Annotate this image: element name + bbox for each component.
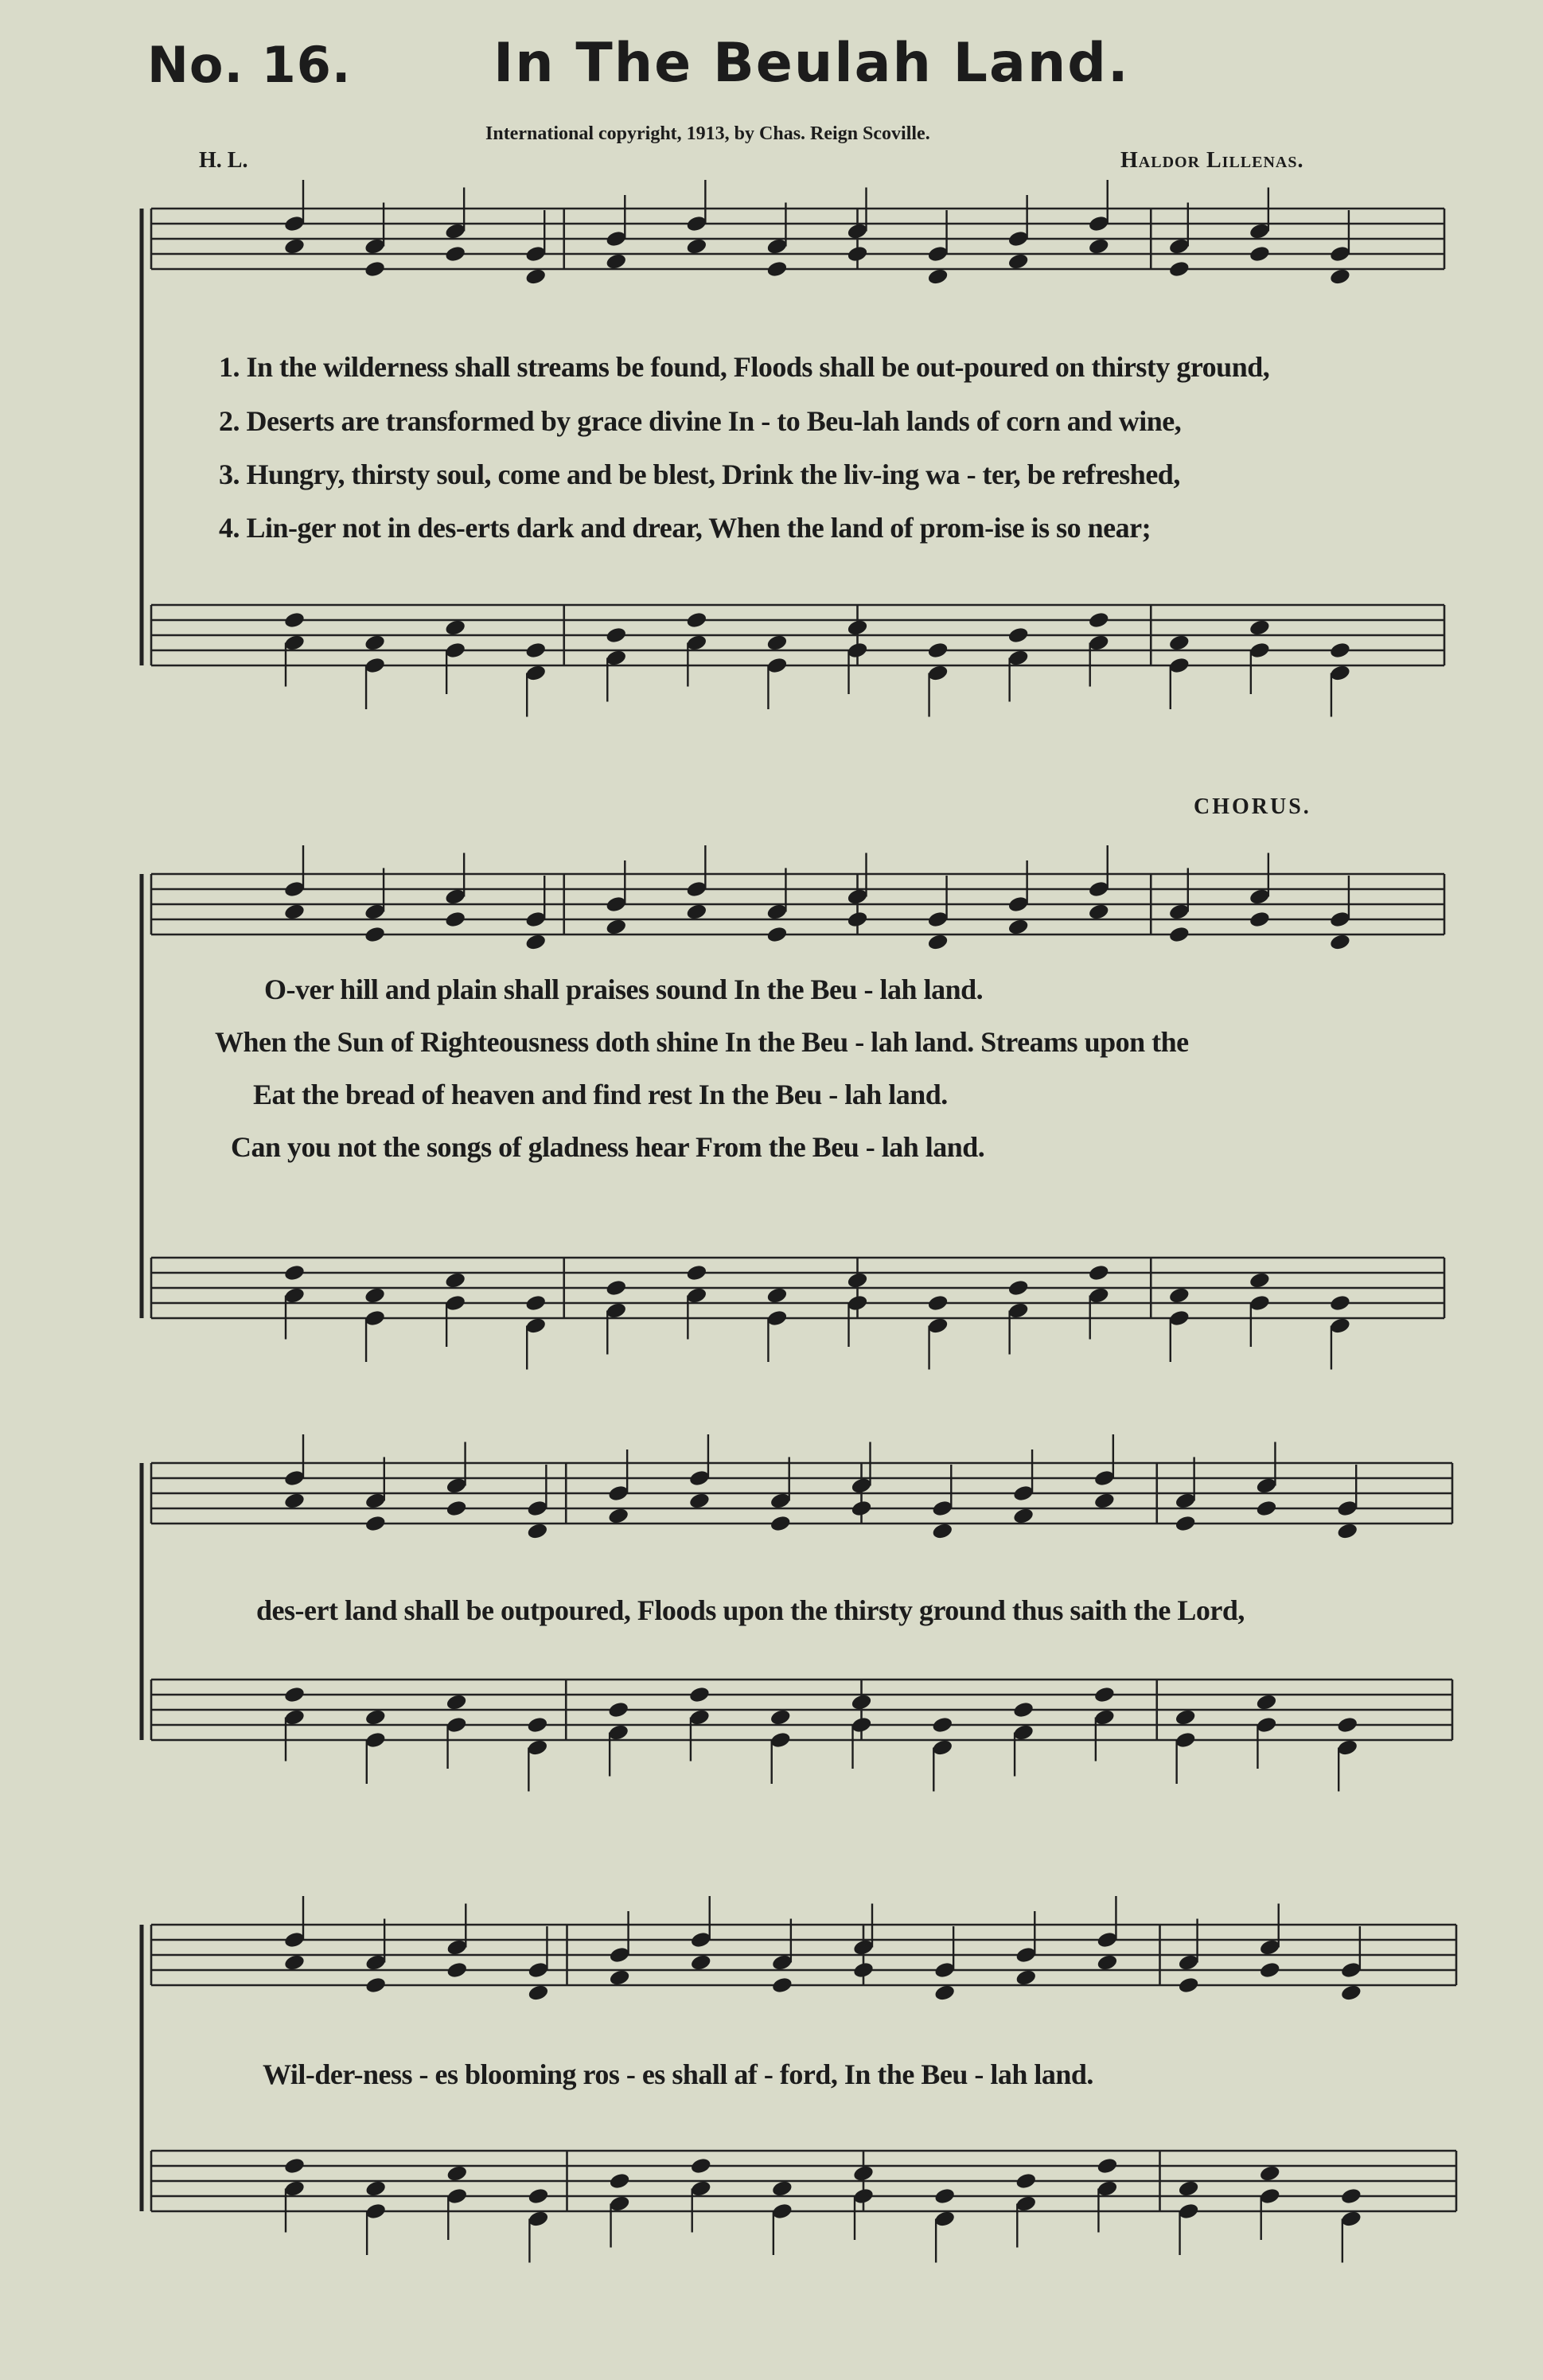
note-head [444,910,466,928]
note-head [1007,1278,1030,1297]
note-head [524,1293,547,1312]
note-head [770,1514,792,1532]
note-head [1007,252,1030,271]
note-head [766,1286,788,1305]
lyricist-initials: H. L. [199,148,248,173]
note-head [1329,1293,1351,1312]
note-head [283,1263,306,1282]
note-head [846,618,868,637]
note-head [690,1953,712,1972]
note-head [283,903,306,921]
note-head [1012,1700,1035,1719]
note-head [766,925,788,943]
note-head [364,925,386,943]
note-head [1329,641,1351,659]
note-head [1168,925,1190,943]
verse-4-line: 4. Lin-ger not in des-erts dark and drear, When the land of prom-ise is so near; [219,512,1151,544]
note-head [605,626,627,644]
note-head [931,1522,953,1540]
note-head [933,2187,956,2205]
note-head [1096,2156,1118,2175]
note-head [770,1708,792,1726]
system2-verse-2-line: When the Sun of Righteousness doth shine In the Beu - lah land. Streams upon the [215,1026,1189,1058]
note-head [1007,626,1030,644]
note-head [283,1685,306,1703]
note-head [609,2171,631,2190]
note-head [690,2156,712,2175]
note-head [685,1263,707,1282]
note-head [283,2156,306,2175]
note-head [283,1953,306,1972]
note-head [846,910,868,928]
note-head [364,2179,387,2198]
note-head [1340,1984,1362,2002]
note-head [1178,1976,1200,1994]
note-head [846,244,868,263]
note-head [771,1976,793,1994]
note-head [1336,1522,1358,1540]
note-head [605,918,627,936]
verse-2-line: 2. Deserts are transformed by grace divine In - to Beu-lah lands of corn and wine, [219,405,1182,437]
note-head [1178,2179,1200,2198]
hymn-number: No. 16. [147,36,352,94]
note-head [526,1522,548,1540]
note-head [364,259,386,278]
note-head [850,1499,872,1517]
note-head [364,1976,387,1994]
system2-verse-1-line: O-ver hill and plain shall praises sound In the Beu - lah land. [264,973,984,1005]
note-head [605,1278,627,1297]
note-head [609,1968,631,1987]
note-head [927,267,949,286]
note-head [685,611,707,629]
note-head [1088,611,1110,629]
note-head [846,1271,868,1289]
note-head [1007,918,1030,936]
note-head [1168,1286,1190,1305]
note-head [688,1685,711,1703]
note-head [1336,1715,1358,1734]
note-head [850,1693,872,1711]
note-head [933,1984,956,2002]
note-head [1088,1263,1110,1282]
note-head [685,903,707,921]
note-head [1255,1693,1277,1711]
note-head [524,641,547,659]
note-head [524,267,547,286]
note-head [607,1507,629,1525]
note-head [1015,1968,1037,1987]
note-head [931,1715,953,1734]
note-head [852,1961,875,1979]
note-head [446,1499,468,1517]
note-head [444,618,466,637]
note-head [444,244,466,263]
verse-3-line: 3. Hungry, thirsty soul, come and be blest, Drink the liv-ing wa - ter, be refreshed, [219,458,1180,490]
hymn-title: In The Beulah Land. [493,32,1130,95]
system2-verse-4-line: Can you not the songs of gladness hear From the Beu - lah land. [231,1131,985,1163]
note-head [605,252,627,271]
note-head [927,933,949,951]
note-head [446,1693,468,1711]
note-head [1329,933,1351,951]
verse-1-line: 1. In the wilderness shall streams be found, Floods shall be out-poured on thirsty ground, [219,351,1270,383]
copyright-notice: International copyright, 1913, by Chas. Reign Scoville. [485,123,930,144]
note-head [852,2164,875,2183]
note-head [527,2187,549,2205]
note-head [607,1700,629,1719]
note-head [1168,259,1190,278]
note-head [1329,267,1351,286]
note-head [446,1961,468,1979]
note-head [927,641,949,659]
note-head [1093,1492,1116,1510]
note-head [527,1984,549,2002]
note-head [688,1492,711,1510]
chorus-label: CHORUS. [1194,794,1311,819]
note-head [1249,910,1271,928]
composer-name: Haldor Lillenas. [1120,148,1304,173]
note-head [766,259,788,278]
note-head [1249,618,1271,637]
note-head [1340,2187,1362,2205]
note-head [364,1286,386,1305]
note-head [1175,1708,1197,1726]
note-head [283,1492,306,1510]
note-head [526,1715,548,1734]
note-head [364,1708,387,1726]
note-head [927,1293,949,1312]
system3-lyrics: des-ert land shall be outpoured, Floods upon the thirsty ground thus saith the Lord, [256,1594,1245,1626]
note-head [766,634,788,652]
system4-lyrics: Wil-der-ness - es blooming ros - es shall af - ford, In the Beu - lah land. [263,2058,1093,2090]
note-head [1096,1953,1118,1972]
note-head [1249,1271,1271,1289]
note-head [1015,2171,1037,2190]
note-head [444,1271,466,1289]
note-head [446,2164,468,2183]
note-head [1175,1514,1197,1532]
note-head [1259,2164,1281,2183]
note-head [1255,1499,1277,1517]
note-head [1249,244,1271,263]
note-head [1259,1961,1281,1979]
system2-verse-3-line: Eat the bread of heaven and find rest In the Beu - lah land. [253,1079,948,1110]
note-head [283,611,306,629]
note-head [364,1514,387,1532]
note-head [1088,237,1110,256]
note-head [771,2179,793,2198]
note-head [1012,1507,1035,1525]
note-head [524,933,547,951]
note-head [364,634,386,652]
note-head [1088,903,1110,921]
note-head [1168,634,1190,652]
note-head [685,237,707,256]
note-head [1093,1685,1116,1703]
note-head [283,237,306,256]
